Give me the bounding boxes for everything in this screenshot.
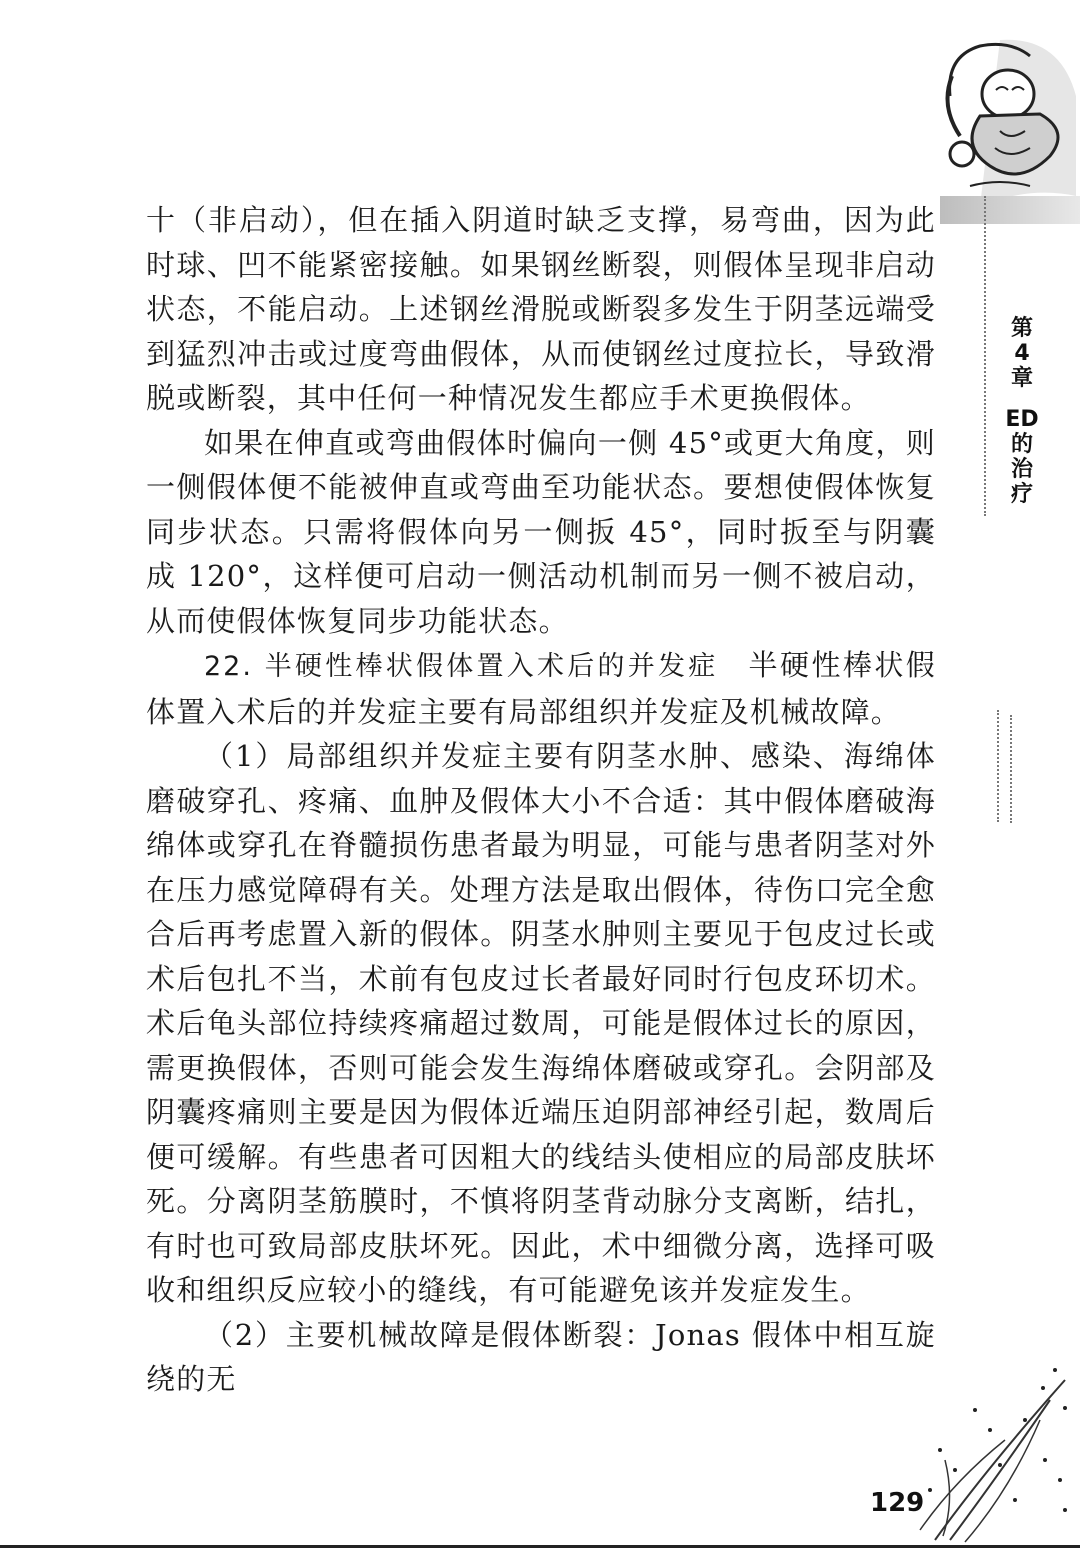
chapter-title-char: 治 bbox=[1010, 457, 1033, 482]
paragraph: （2）主要机械故障是假体断裂：Jonas 假体中相互旋绕的无 bbox=[146, 1317, 936, 1396]
section-title: 22. 半硬性棒状假体置入术后的并发症 bbox=[204, 651, 719, 682]
chapter-char: 章 bbox=[1010, 366, 1033, 391]
chapter-title-char: ED bbox=[1005, 407, 1039, 432]
strongman-figure-icon bbox=[940, 36, 1080, 196]
chapter-tab bbox=[992, 316, 1052, 507]
chapter-title-char: 的 bbox=[1010, 432, 1033, 457]
chapter-char: 4 bbox=[1014, 341, 1030, 366]
divider-line bbox=[997, 710, 999, 822]
section-heading-paragraph bbox=[146, 643, 936, 734]
divider-line bbox=[984, 196, 986, 516]
sparkle-stroke-icon bbox=[915, 1360, 1080, 1545]
chapter-title-char: 疗 bbox=[1010, 482, 1033, 507]
paragraph: （1）局部组织并发症主要有阴茎水肿、感染、海绵体磨破穿孔、疼痛、血肿及假体大小不合适：其中假体磨破海绵体或穿孔在脊髓损伤患者最为明显，可能与患者阴茎对外在压力感觉障碍有关。处理方法是取出假体，待伤口完全愈合后再考虑置入新的假体。阴茎水肿则主要见于包皮过长或术后包扎不当，术前有包皮过长者最好同时行包皮环切术。术后龟头部位持续疼痛超过数周，可能是假体过长的原因，需更换假体，否则可能会发生海绵体磨破或穿孔。会阴部及阴囊疼痛则主要是因为假体近端压迫阴部神经引起，数周后便可缓解。有些患者可因粗大的线结头使相应的局部皮肤坏死。分离阴茎筋膜时，不慎将阴茎背动脉分支离断，结扎，有时也可致局部皮肤坏死。因此，术中细微分离，选择可吸收和组织反应较小的缝线，有可能避免该并发症发生。 bbox=[146, 739, 936, 1307]
chapter-char: 第 bbox=[1010, 316, 1033, 341]
bottom-rule bbox=[0, 1545, 1080, 1548]
paragraph: 十（非启动），但在插入阴道时缺乏支撑，易弯曲，因为此时球、凹不能紧密接触。如果钢丝断裂，则假体呈现非启动状态，不能启动。上述钢丝滑脱或断裂多发生于阴茎远端受到猛烈冲击或过度弯曲假体，从而使钢丝过度拉长，导致滑脱或断裂，其中任何一种情况发生都应手术更换假体。 bbox=[146, 203, 936, 415]
paragraph: 如果在伸直或弯曲假体时偏向一侧 45°或更大角度，则一侧假体便不能被伸直或弯曲至功能状态。要想使假体恢复同步状态。只需将假体向另一侧扳 45°，同时扳至与阴囊成 120°，这样便可启动一侧活动机制而另一侧不被启动，从而使假体恢复同步功能状态。 bbox=[146, 425, 936, 638]
divider-line bbox=[1010, 715, 1012, 823]
page-number: 129 bbox=[870, 1488, 925, 1518]
body-text bbox=[146, 198, 936, 1402]
header-band bbox=[940, 196, 1080, 224]
section-intro: 半硬性棒状假体置入术后的并发症主要有局部组织并发症及机械故障。 bbox=[146, 648, 937, 729]
